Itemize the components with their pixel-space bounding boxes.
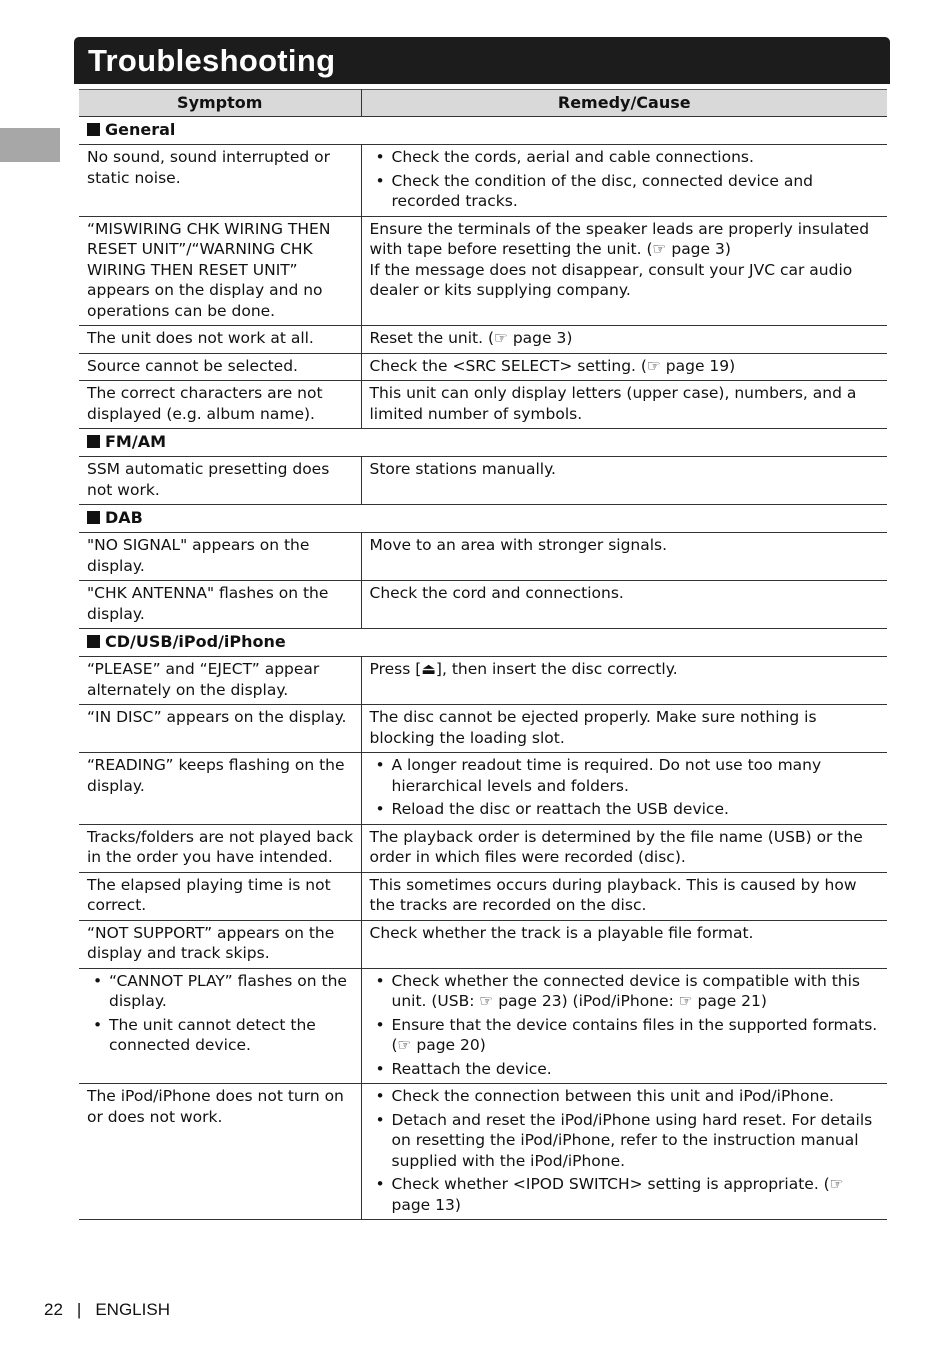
remedy-cell: [361, 753, 887, 825]
symptom-cell: [79, 381, 361, 429]
table-row: [79, 457, 887, 505]
cell-text: Press [⏏], then insert the disc correctly.: [369, 660, 678, 678]
bullet-list: [370, 147, 882, 212]
cell-text: No sound, sound interrupted or static noise.: [87, 148, 330, 187]
cell-text: “READING” keeps flashing on the display.: [87, 756, 345, 795]
section-title: General: [105, 119, 176, 139]
cell-text: If the message does not disappear, consult your JVC car audio dealer or kits supplying company.: [369, 260, 853, 299]
symptom-cell: [79, 705, 361, 753]
symptom-cell: [79, 353, 361, 381]
bullet-list: [370, 755, 882, 820]
symptom-cell: [79, 216, 361, 326]
section-heading: [79, 505, 887, 533]
bullet-item: • Check the connection between this unit and iPod/iPhone.: [370, 1086, 882, 1107]
remedy-cell: [361, 581, 887, 629]
cell-text: Check the cord and connections.: [369, 584, 624, 602]
cell-text: The correct characters are not displayed (e.g. album name).: [87, 384, 323, 423]
remedy-cell: [361, 824, 887, 872]
cell-text: “NOT SUPPORT” appears on the display and track skips.: [87, 923, 335, 962]
cell-text: The disc cannot be ejected properly. Make sure nothing is blocking the loading slot.: [369, 708, 817, 747]
square-bullet-icon: [87, 435, 100, 448]
bullet-list: [370, 1086, 882, 1215]
bullet-list: [370, 971, 882, 1080]
header-remedy: Remedy/Cause: [361, 90, 887, 117]
remedy-cell: [361, 705, 887, 753]
remedy-cell: [361, 145, 887, 217]
symptom-cell: [79, 457, 361, 505]
bullet-item: • Reattach the device.: [370, 1059, 882, 1080]
table-row: [79, 581, 887, 629]
cell-text: Move to an area with stronger signals.: [369, 536, 668, 554]
cell-text: SSM automatic presetting does not work.: [87, 460, 330, 499]
bullet-item: • A longer readout time is required. Do not use too many hierarchical levels and folders.: [370, 755, 882, 796]
cell-text: “IN DISC” appears on the display.: [87, 708, 347, 726]
section-row: [79, 429, 887, 457]
table-row: [79, 824, 887, 872]
cell-text: Reset the unit. (☞ page 3): [369, 329, 573, 347]
table-row: [79, 533, 887, 581]
cell-text: Ensure the terminals of the speaker leads are properly insulated with tape before resetting the unit. (☞ page 3): [369, 219, 870, 258]
cell-text: This sometimes occurs during playback. This is caused by how the tracks are recorded on the disc.: [369, 875, 857, 914]
remedy-cell: [361, 920, 887, 968]
bullet-item: • Reload the disc or reattach the USB device.: [370, 799, 882, 820]
symptom-cell: [79, 145, 361, 217]
table-row: [79, 705, 887, 753]
symptom-cell: [79, 581, 361, 629]
section-heading: [79, 629, 887, 657]
bullet-item: • Check whether <IPOD SWITCH> setting is appropriate. (☞ page 13): [370, 1174, 882, 1215]
cell-text: The iPod/iPhone does not turn on or does not work.: [87, 1087, 344, 1126]
remedy-cell: [361, 872, 887, 920]
symptom-cell: [79, 968, 361, 1084]
table-row: [79, 753, 887, 825]
table-row: [79, 872, 887, 920]
cell-text: Tracks/folders are not played back in the order you have intended.: [87, 827, 354, 866]
square-bullet-icon: [87, 123, 100, 136]
bullet-item: • Check whether the connected device is compatible with this unit. (USB: ☞ page 23) (iPod/iPhone: ☞ page 21): [370, 971, 882, 1012]
side-tab-marker: [0, 128, 60, 162]
section-title: DAB: [105, 507, 143, 527]
remedy-cell: [361, 968, 887, 1084]
section-row: [79, 505, 887, 533]
remedy-cell: [361, 533, 887, 581]
footer-separator: |: [76, 1300, 82, 1319]
cell-text: “MISWIRING CHK WIRING THEN RESET UNIT”/“WARNING CHK WIRING THEN RESET UNIT” appears on the display and no operations can be done.: [87, 219, 331, 320]
table-row: [79, 1084, 887, 1220]
table-row: [79, 968, 887, 1084]
symptom-cell: [79, 533, 361, 581]
bullet-item: • Ensure that the device contains files in the supported formats. (☞ page 20): [370, 1015, 882, 1056]
square-bullet-icon: [87, 635, 100, 648]
table-row: [79, 381, 887, 429]
symptom-cell: [79, 872, 361, 920]
cell-text: The unit does not work at all.: [87, 329, 314, 347]
bullet-item: • The unit cannot detect the connected device.: [87, 1015, 355, 1056]
symptom-cell: [79, 753, 361, 825]
table-row: [79, 920, 887, 968]
cell-text: Source cannot be selected.: [87, 356, 298, 375]
symptom-cell: [79, 920, 361, 968]
bullet-list: [87, 971, 355, 1056]
section-heading: [79, 117, 887, 145]
symptom-cell: [79, 326, 361, 354]
bullet-item: • Detach and reset the iPod/iPhone using hard reset. For details on resetting the iPod/iPhone, refer to the instruction manual supplied with the iPod/iPhone.: [370, 1110, 882, 1172]
bullet-item: • “CANNOT PLAY” flashes on the display.: [87, 971, 355, 1012]
title-bar: [74, 37, 890, 84]
cell-text: "NO SIGNAL" appears on the display.: [87, 536, 310, 575]
cell-text: The elapsed playing time is not correct.: [87, 875, 331, 914]
cell-text: “PLEASE” and “EJECT” appear alternately on the display.: [87, 660, 320, 699]
remedy-cell: [361, 1084, 887, 1220]
section-row: [79, 117, 887, 145]
table-header-row: [79, 90, 887, 117]
cell-text: "CHK ANTENNA" flashes on the display.: [87, 584, 329, 623]
remedy-cell: [361, 326, 887, 354]
remedy-cell: [361, 353, 887, 381]
symptom-cell: [79, 1084, 361, 1220]
table-row: [79, 326, 887, 354]
section-heading: [79, 429, 887, 457]
cell-text: Store stations manually.: [369, 460, 556, 478]
cell-text: Check the <SRC SELECT> setting. (☞ page 19): [369, 356, 736, 375]
remedy-cell: [361, 216, 887, 326]
section-row: [79, 629, 887, 657]
remedy-cell: [361, 457, 887, 505]
header-symptom: Symptom: [79, 90, 361, 117]
table-row: [79, 657, 887, 705]
table-row: [79, 216, 887, 326]
symptom-cell: [79, 824, 361, 872]
section-title: CD/USB/iPod/iPhone: [105, 631, 286, 651]
table-row: [79, 145, 887, 217]
section-title: FM/AM: [105, 431, 166, 451]
cell-text: This unit can only display letters (upper case), numbers, and a limited number of symbols.: [369, 384, 857, 423]
cell-text: The playback order is determined by the file name (USB) or the order in which files were recorded (disc).: [369, 827, 863, 866]
page-number: 22: [44, 1300, 63, 1319]
page-footer: [44, 1300, 170, 1320]
cell-text: Check whether the track is a playable file format.: [369, 923, 754, 942]
square-bullet-icon: [87, 511, 100, 524]
troubleshooting-table: [79, 89, 887, 1220]
remedy-cell: [361, 657, 887, 705]
language-label: ENGLISH: [95, 1300, 170, 1319]
symptom-cell: [79, 657, 361, 705]
bullet-item: • Check the condition of the disc, connected device and recorded tracks.: [370, 171, 882, 212]
table-row: [79, 353, 887, 381]
remedy-cell: [361, 381, 887, 429]
page-title: Troubleshooting: [88, 43, 336, 78]
bullet-item: • Check the cords, aerial and cable connections.: [370, 147, 882, 168]
table-body: [79, 117, 887, 1220]
